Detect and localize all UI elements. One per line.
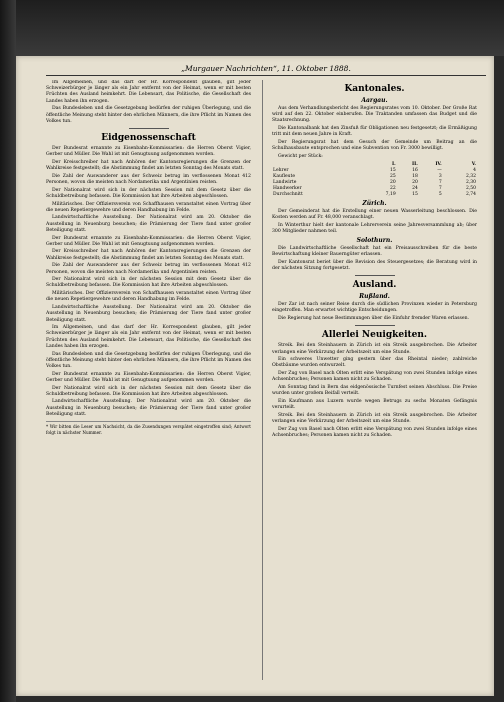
table-cell: 5 bbox=[438, 191, 442, 197]
table-cell: Lehrer bbox=[273, 167, 289, 173]
intro-paragraph: Das Bundesleben und die Gesetzgebung bedürfen der ruhigen Überlegung, und die öffentliche Meinung steht hinter den ehrlichen Männern, die ihre Pflicht im Namen des Volkes tun. bbox=[46, 106, 251, 124]
table-cell: — bbox=[437, 167, 442, 173]
table-cell: 24 bbox=[412, 185, 418, 191]
section-title-eidgenossenschaft: Eidgenossenschaft bbox=[101, 132, 196, 143]
table-cell: 16 bbox=[412, 167, 418, 173]
article-paragraph: Der Zar ist nach seiner Reise durch die südlichen Provinzen wieder in Petersburg eingetroffen. Man erwartet wichtige Entscheidungen. bbox=[272, 302, 477, 314]
article-paragraph: Landwirtschaftliche Ausstellung. Der Nationalrat wird am 20. Oktober die Ausstellung in Neuenburg besuchen; die Prämierung der Tiere fand unter großer Beteiligung statt. bbox=[46, 399, 251, 417]
article-paragraph: Der Kreisschreiber hat nach Anhören der Kantonsregierungen die Grenzen der Wahlkreise festgestellt; die Abstimmung findet am letzten Sonntag des Monats statt. bbox=[46, 249, 251, 261]
article-paragraph: Die Landwirtschaftliche Gesellschaft hat ein Preisausschreiben für die beste Bewirtschaftung kleiner Bauerngüter erlassen. bbox=[272, 245, 477, 258]
table-cell: 2,74 bbox=[465, 191, 476, 197]
newspaper-title: „Murgauer Nachrichten“, 11. Oktober 1888. bbox=[181, 63, 351, 73]
article-paragraph: In Winterthur hielt der kantonale Lehrerverein seine Jahresversammlung ab; über 300 Mitglieder nahmen teil. bbox=[272, 222, 477, 234]
table-cell: Handwerker bbox=[273, 185, 302, 191]
table-cell: 7 bbox=[438, 179, 442, 185]
article-paragraph: Streik. Bei den Steinhauern in Zürich ist ein Streik ausgebrochen. Die Arbeiter verlangen eine Verkürzung der Arbeitszeit um eine Stunde. bbox=[272, 343, 477, 355]
article-paragraph: Ein Kaufmann aus Luzern wurde wegen Betrugs zu sechs Monaten Gefängnis verurteilt. bbox=[272, 398, 477, 411]
intro-paragraph: Im Allgemeinen, und das darf der Hr. Korrespondent glauben, gilt jeder Schweizerbürger je länger als ein Jahr entfernt von der Heimat, wenn er mit besten Früchten des Ausland heimkehrt. Die Lebensart, das Politische, die Gesellschaft des Landes haben ihn erzogen. bbox=[46, 80, 251, 104]
table-cell: 25 bbox=[389, 173, 396, 179]
book-binding bbox=[0, 0, 16, 702]
table-cell: 4 bbox=[473, 167, 476, 173]
table-cell: 3 bbox=[438, 173, 442, 179]
table-cell: 2,50 bbox=[465, 185, 476, 191]
article-paragraph: Landwirtschaftliche Ausstellung. Der Nationalrat wird am 20. Oktober die Ausstellung in Neuenburg besuchen; die Prämierung der Tiere fand unter großer Beteiligung statt. bbox=[46, 305, 251, 323]
table-cell: 15 bbox=[389, 167, 396, 173]
table-header-cell: I. bbox=[392, 161, 396, 167]
table-cell: 15 bbox=[412, 191, 418, 197]
table-header-cell: II. bbox=[412, 161, 418, 167]
article-paragraph: Am Sonntag fand in Bern das eidgenössische Turnfest seinen Abschluss. Die Preise wurden unter großem Beifall verteilt. bbox=[272, 385, 477, 397]
article-paragraph: Der Kreisschreiber hat nach Anhören der Kantonsregierungen die Grenzen der Wahlkreise festgestellt; die Abstimmung findet am letzten Sonntag des Monats statt. bbox=[46, 159, 251, 172]
table-cell: 22 bbox=[389, 185, 396, 191]
article-paragraph: Der Bundesrat ernannte zu Eisenbahn-Kommissarien: die Herren Oberst Vigier, Gerber und Müller. Die Wahl ist mit Genugtuung aufgenommen worden. bbox=[46, 235, 251, 247]
article-paragraph: Aus dem Verhandlungsbericht des Regierungsrates vom 10. Oktober. Der Große Rat wird auf den 22. Oktober einberufen. Die Traktanden umfassen das Budget und die Staatsrechnung. bbox=[272, 106, 477, 124]
article-paragraph: Die Zahl der Auswanderer aus der Schweiz betrug im verflossenen Monat 412 Personen, wovon die meisten nach Nordamerika und Argentinien reisten. bbox=[46, 263, 251, 275]
subtitle-solothurn: Solothurn. bbox=[356, 236, 393, 244]
article-paragraph: Der Regierungsrat hat dem Gesuch der Gemeinde um Beitrag an die Schulhausbaute entsprochen und eine Subvention von Fr. 3000 bewilligt. bbox=[272, 140, 477, 152]
table-header-cell: V. bbox=[471, 161, 476, 167]
article-paragraph: Die Regierung hat neue Bestimmungen über die Einfuhr fremder Waren erlassen. bbox=[278, 316, 470, 322]
divider bbox=[129, 128, 169, 129]
table-cell: Landwirte bbox=[273, 179, 297, 185]
article-paragraph: Der Nationalrat wird sich in der nächsten Session mit dem Gesetz über die Schuldbetreibung befassen. Die Kommission hat ihre Arbeiten abgeschlossen. bbox=[46, 187, 251, 199]
table-cell: 2,30 bbox=[465, 179, 476, 185]
table-cell: 7,19 bbox=[385, 191, 396, 197]
article-paragraph: Der Gemeinderat hat die Erstellung einer neuen Wasserleitung beschlossen. Die Kosten werden auf Fr. 48,000 veranschlagt. bbox=[272, 208, 477, 220]
article-paragraph: Das Bundesleben und die Gesetzgebung bedürfen der ruhigen Überlegung, und die öffentliche Meinung steht hinter den ehrlichen Männern, die ihre Pflicht im Namen des Volkes tun. bbox=[46, 351, 251, 369]
left-column bbox=[46, 80, 251, 680]
section-title-neuigkeiten: Allerlei Neuigkeiten. bbox=[321, 330, 428, 341]
table-caption: Gewicht per Stück: bbox=[278, 153, 323, 159]
column-separator bbox=[262, 80, 263, 680]
divider bbox=[355, 275, 395, 276]
table-cell: 18 bbox=[412, 173, 418, 179]
article-paragraph: Ein schweres Unwetter ging gestern über das Rheintal nieder; zahlreiche Obstbäume wurden entwurzelt. bbox=[272, 357, 477, 369]
article-paragraph: Streik. Bei den Steinhauern in Zürich ist ein Streik ausgebrochen. Die Arbeiter verlangen eine Verkürzung der Arbeitszeit um eine Stunde. bbox=[272, 412, 477, 425]
subtitle-zuerich: Zürich. bbox=[362, 199, 387, 207]
table-cell: 20 bbox=[389, 179, 396, 185]
table-cell: 2,32 bbox=[465, 173, 476, 179]
header-rule bbox=[46, 75, 486, 76]
section-title-ausland: Ausland. bbox=[352, 280, 397, 291]
right-column bbox=[272, 80, 477, 680]
article-paragraph: Militärisches. Der Offiziersverein von Schaffhausen veranstaltet einen Vortrag über die neuen Repetiergewehre und deren Handhabung im Felde. bbox=[46, 201, 251, 213]
article-paragraph: Im Allgemeinen, und das darf der Hr. Korrespondent glauben, gilt jeder Schweizerbürger je länger als ein Jahr entfernt von der Heimat, wenn er mit besten Früchten des Ausland heimkehrt. Die Lebensart, das Politische, die Gesellschaft des Landes haben ihn erzogen. bbox=[46, 325, 251, 349]
article-paragraph: Der Nationalrat wird sich in der nächsten Session mit dem Gesetz über die Schuldbetreibung befassen. Die Kommission hat ihre Arbeiten abgeschlossen. bbox=[46, 385, 251, 397]
article-paragraph: Der Bundesrat ernannte zu Eisenbahn-Kommissarien: die Herren Oberst Vigier, Gerber und Müller. Die Wahl ist mit Genugtuung aufgenommen worden. bbox=[46, 145, 251, 158]
scanner-background bbox=[16, 0, 504, 56]
subtitle-aargau: Aargau. bbox=[361, 97, 388, 104]
table-cell: 20 bbox=[412, 179, 418, 185]
article-paragraph: Der Nationalrat wird sich in der nächsten Session mit dem Gesetz über die Schuldbetreibung befassen. Die Kommission hat ihre Arbeiten abgeschlossen. bbox=[46, 277, 251, 289]
article-paragraph: Militärisches. Der Offiziersverein von Schaffhausen veranstaltet einen Vortrag über die neuen Repetiergewehre und deren Handhabung im Felde. bbox=[46, 291, 251, 303]
article-paragraph: Der Zug von Basel nach Olten erlitt eine Verspätung von zwei Stunden infolge eines Achsenbruches; Personen kamen nicht zu Schaden. bbox=[272, 371, 477, 383]
article-paragraph: Der Zug von Basel nach Olten erlitt eine Verspätung von zwei Stunden infolge eines Achsenbruches; Personen kamen nicht zu Schaden. bbox=[272, 426, 477, 438]
subtitle-russland: Rußland. bbox=[359, 293, 390, 301]
table-cell: Kaufleute bbox=[273, 173, 295, 179]
page-header bbox=[46, 62, 486, 74]
table-cell: 7 bbox=[438, 185, 442, 191]
divider bbox=[355, 325, 395, 326]
statistics-table bbox=[272, 162, 477, 198]
article-paragraph: Der Kantonsrat beriet über die Revision des Steuergesetzes; die Beratung wird in der nächsten Sitzung fortgesetzt. bbox=[272, 259, 477, 272]
article-paragraph: Die Zahl der Auswanderer aus der Schweiz betrug im verflossenen Monat 412 Personen, wovon die meisten nach Nordamerika und Argentinien reisten. bbox=[46, 173, 251, 185]
table-row bbox=[272, 192, 477, 198]
article-paragraph: Landwirtschaftliche Ausstellung. Der Nationalrat wird am 20. Oktober die Ausstellung in Neuenburg besuchen; die Prämierung der Tiere fand unter großer Beteiligung statt. bbox=[46, 215, 251, 233]
table-header-cell: IV. bbox=[435, 161, 442, 167]
footnote: * Wir bitten die Leser um Nachsicht, da die Zusendungen verspätet eingetroffen sind; Antwort folgt in nächster Nummer. bbox=[46, 421, 251, 435]
table-cell: Durchschnitt bbox=[273, 191, 303, 197]
article-paragraph: Der Bundesrat ernannte zu Eisenbahn-Kommissarien: die Herren Oberst Vigier, Gerber und Müller. Die Wahl ist mit Genugtuung aufgenommen worden. bbox=[46, 371, 251, 383]
article-paragraph: Die Kantonalbank hat den Zinsfuß für Obligationen neu festgesetzt; die Ermäßigung tritt mit dem neuen Jahre in Kraft. bbox=[272, 126, 477, 138]
section-title-kantonales: Kantonales. bbox=[344, 84, 405, 94]
